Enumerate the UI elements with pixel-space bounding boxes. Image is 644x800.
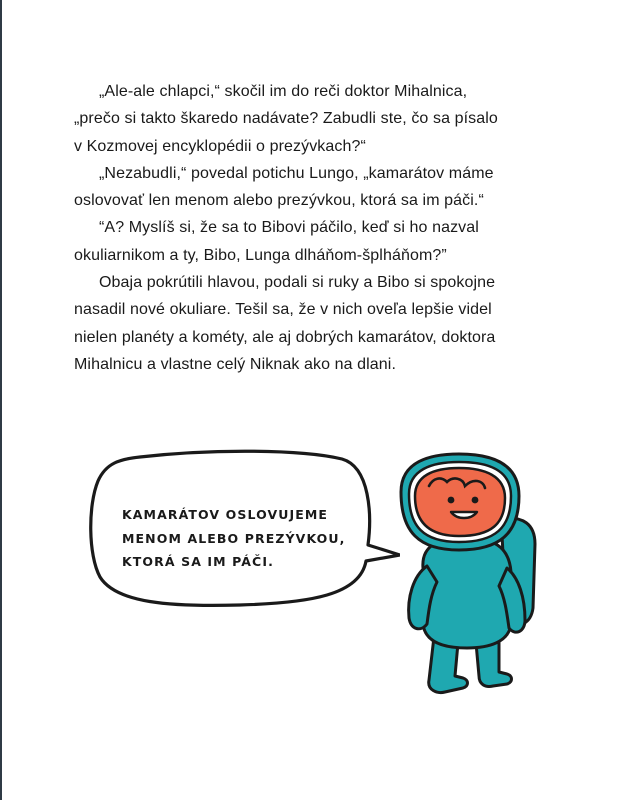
speech-line: KTORÁ SA IM PÁČI.	[122, 554, 274, 569]
story-line: Obaja pokrútili hlavou, podali si ruky a Bibo si spokojne	[99, 274, 496, 292]
speech-bubble-text	[122, 503, 362, 574]
story-line: nielen planéty a kométy, ale aj dobrých kamarátov, doktora	[74, 328, 496, 346]
story-line: „Ale-ale chlapci,“ skočil im do reči doktor Mihalnica,	[99, 83, 468, 100]
page-edge	[0, 0, 2, 800]
story-line: Mihalnicu a vlastne celý Niknak ako na dlani.	[74, 355, 396, 373]
story-line: okuliarnikom a ty, Bibo, Lunga dlháňom-šplháňom?”	[74, 246, 447, 264]
story-line: „Nezabudli,“ povedal potichu Lungo, „kamarátov máme	[99, 164, 494, 182]
speech-line: KAMARÁTOV OSLOVUJEME	[122, 507, 329, 522]
story-line: „prečo si takto škaredo nadávate? Zabudli ste, čo sa písalo	[74, 110, 498, 128]
astronaut-eye-right	[472, 497, 479, 504]
story-line: “A? Myslíš si, že sa to Bibovi páčilo, keď si ho nazval	[99, 219, 479, 237]
story-line: oslovovať len menom alebo prezývkou, ktorá sa im páči.“	[74, 192, 484, 210]
story-line: nasadil nové okuliare. Tešil sa, že v nich oveľa lepšie videl	[74, 301, 492, 319]
astronaut-illustration	[383, 448, 553, 700]
story-text	[74, 78, 544, 378]
speech-line: MENOM ALEBO PREZÝVKOU,	[122, 530, 346, 546]
astronaut-body	[423, 538, 511, 648]
story-line: v Kozmovej encyklopédii o prezývkach?“	[74, 137, 366, 155]
astronaut-eye-left	[448, 497, 455, 504]
